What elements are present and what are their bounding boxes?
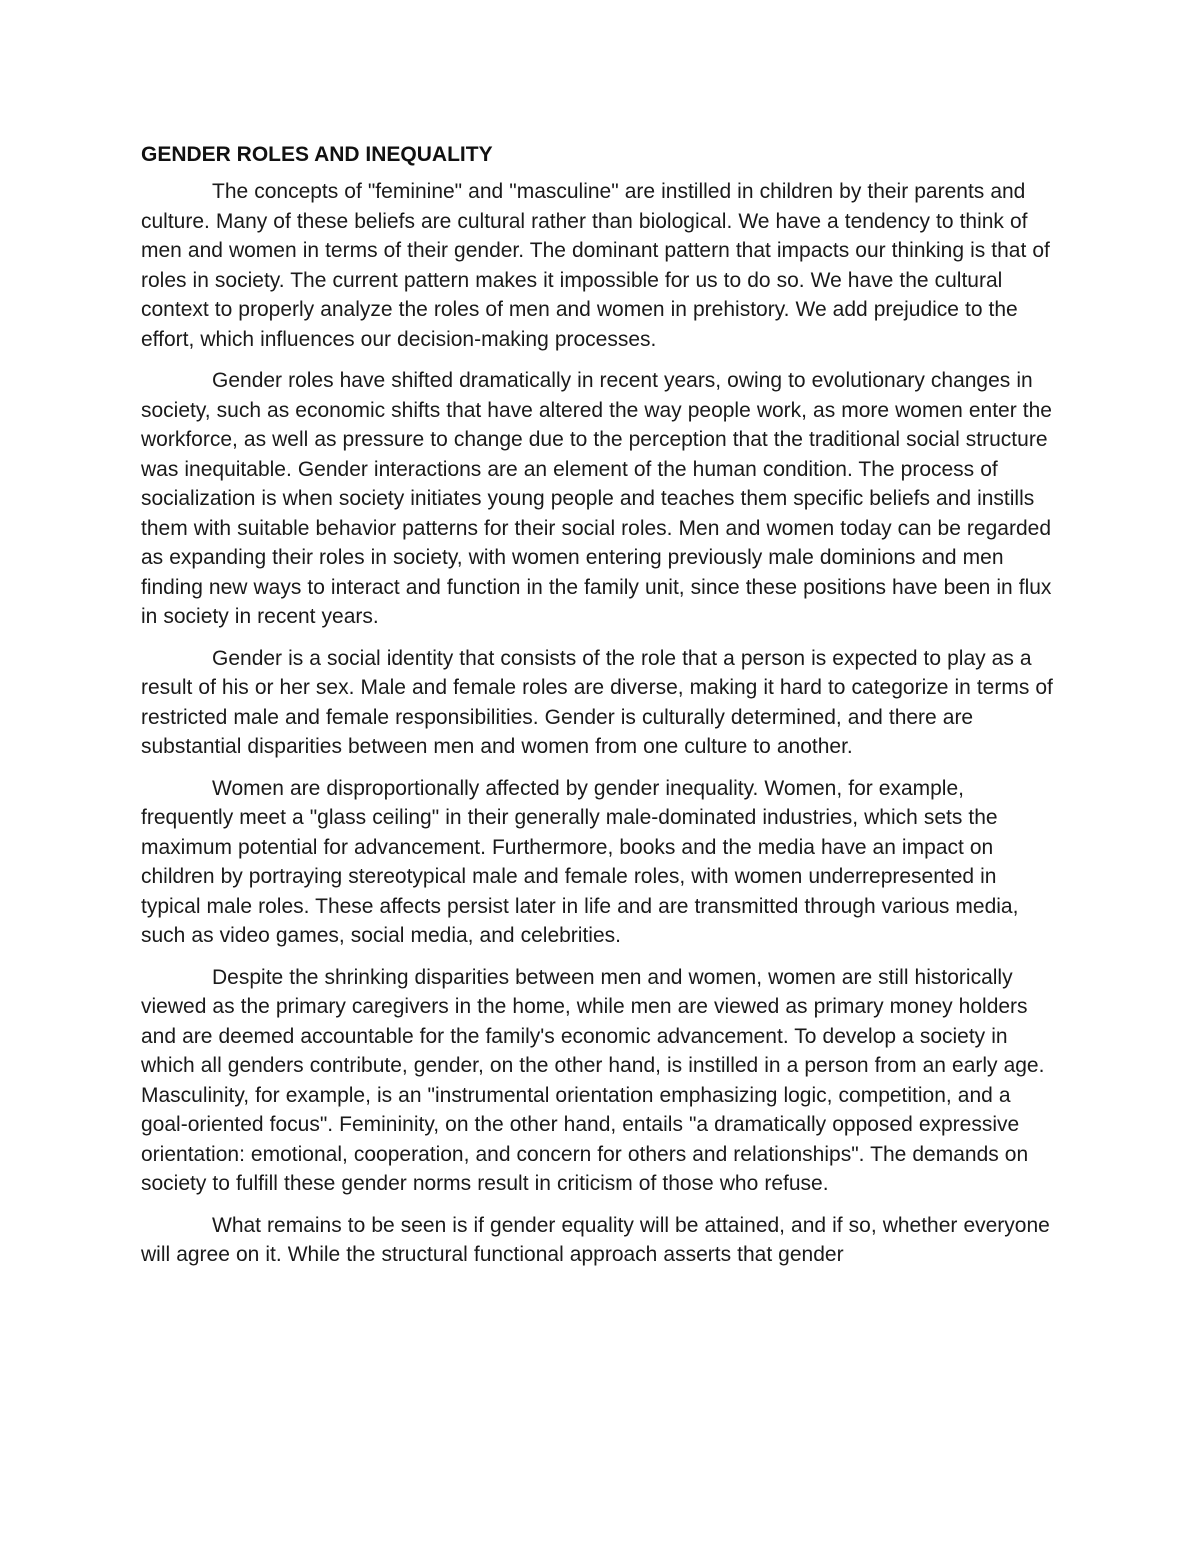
paragraph-2: Gender roles have shifted dramatically in recent years, owing to evolutionary changes in society, such as economic shifts that have altered the way people work, as more women enter the workforce, as well as pressure to change due to the perception that the traditional social structure was inequitable. Gender interactions are an element of the human condition. The process of socialization is when society initiates young people and teaches them specific beliefs and instills them with suitable behavior patterns for their social roles. Men and women today can be regarded as expanding their roles in society, with women entering previously male dominions and men finding new ways to interact and function in the family unit, since these positions have been in flux in society in recent years. bbox=[141, 369, 1052, 628]
document-body bbox=[141, 140, 1059, 1282]
paragraph-6: What remains to be seen is if gender equality will be attained, and if so, whether everyone will agree on it. While the structural functional approach asserts that gender bbox=[141, 1213, 1050, 1266]
paragraph-4: Women are disproportionally affected by gender inequality. Women, for example, frequently meet a "glass ceiling" in their generally male-dominated industries, which sets the maximum potential for advancement. Furthermore, books and the media have an impact on children by portraying stereotypical male and female roles, with women underrepresented in typical male roles. These affects persist later in life and are transmitted through various media, such as video games, social media, and celebrities. bbox=[141, 776, 1019, 947]
paragraph-1: The concepts of "feminine" and "masculine" are instilled in children by their parents and culture. Many of these beliefs are cultural rather than biological. We have a tendency to think of men and women in terms of their gender. The dominant pattern that impacts our thinking is that of roles in society. The current pattern makes it impossible for us to do so. We have the cultural context to properly analyze the roles of men and women in prehistory. We add prejudice to the effort, which influences our decision-making processes. bbox=[141, 180, 1050, 351]
paragraph-5: Despite the shrinking disparities between men and women, women are still historically viewed as the primary caregivers in the home, while men are viewed as primary money holders and are deemed accountable for the family's economic advancement. To develop a society in which all genders contribute, gender, on the other hand, is instilled in a person from an early age. Masculinity, for example, is an "instrumental orientation emphasizing logic, competition, and a goal-oriented focus". Femininity, on the other hand, entails "a dramatically opposed expressive orientation: emotional, cooperation, and concern for others and relationships". The demands on society to fulfill these gender norms result in criticism of those who refuse. bbox=[141, 965, 1045, 1195]
paragraph-3: Gender is a social identity that consists of the role that a person is expected to play as a result of his or her sex. Male and female roles are diverse, making it hard to categorize in terms of restricted male and female responsibilities. Gender is culturally determined, and there are substantial disparities between men and women from one culture to another. bbox=[141, 646, 1053, 758]
document-title: GENDER ROLES AND INEQUALITY bbox=[141, 143, 493, 166]
